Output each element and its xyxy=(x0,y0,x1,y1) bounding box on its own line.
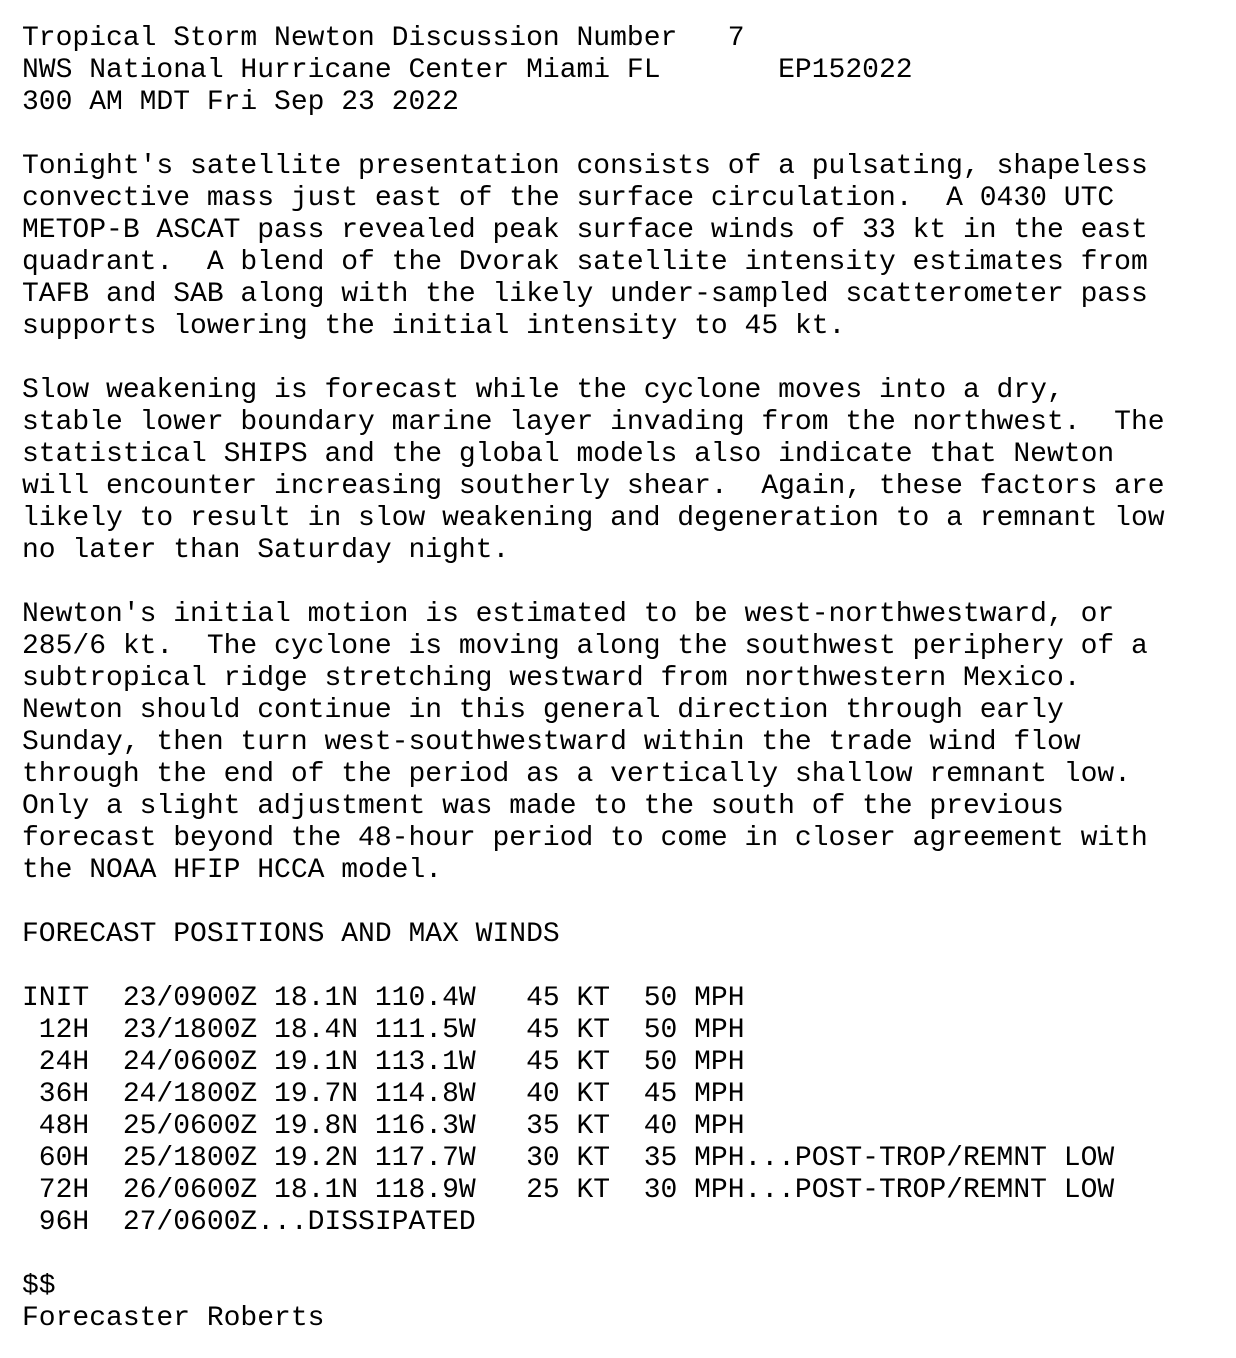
blank-line xyxy=(22,951,1165,983)
paragraph-line: Only a slight adjustment was made to the south of the previous xyxy=(22,791,1064,822)
forecast-row: 12H 23/1800Z 18.4N 111.5W 45 KT 50 MPH xyxy=(22,1015,745,1046)
paragraph-line: the NOAA HFIP HCCA model. xyxy=(22,855,443,886)
forecast-row: INIT 23/0900Z 18.1N 110.4W 45 KT 50 MPH xyxy=(22,983,745,1014)
paragraph-line: quadrant. A blend of the Dvorak satellite intensity estimates from xyxy=(22,247,1148,278)
blank-line xyxy=(22,887,1165,919)
forecaster-signature: Forecaster Roberts xyxy=(22,1303,325,1334)
blank-line xyxy=(22,1239,1165,1271)
paragraph-line: TAFB and SAB along with the likely under-sampled scatterometer pass xyxy=(22,279,1148,310)
forecast-row: 36H 24/1800Z 19.7N 114.8W 40 KT 45 MPH xyxy=(22,1079,745,1110)
forecast-row: 48H 25/0600Z 19.8N 116.3W 35 KT 40 MPH xyxy=(22,1111,745,1142)
paragraph-line: supports lowering the initial intensity to 45 kt. xyxy=(22,311,846,342)
paragraph-line: Tonight's satellite presentation consists of a pulsating, shapeless xyxy=(22,151,1148,182)
discussion-title: Tropical Storm Newton Discussion Number 7 xyxy=(22,23,745,54)
paragraph-line: Sunday, then turn west-southwestward within the trade wind flow xyxy=(22,727,1081,758)
paragraph-line: no later than Saturday night. xyxy=(22,535,510,566)
blank-line xyxy=(22,567,1165,599)
paragraph-line: through the end of the period as a vertically shallow remnant low. xyxy=(22,759,1131,790)
forecast-row: 60H 25/1800Z 19.2N 117.7W 30 KT 35 MPH...POST-TROP/REMNT LOW xyxy=(22,1143,1115,1174)
forecast-row: 24H 24/0600Z 19.1N 113.1W 45 KT 50 MPH xyxy=(22,1047,745,1078)
paragraph-line: forecast beyond the 48-hour period to come in closer agreement with xyxy=(22,823,1148,854)
paragraph-line: statistical SHIPS and the global models also indicate that Newton xyxy=(22,439,1115,470)
paragraph-line: 285/6 kt. The cyclone is moving along the southwest periphery of a xyxy=(22,631,1148,662)
blank-line xyxy=(22,119,1165,151)
paragraph-line: convective mass just east of the surface circulation. A 0430 UTC xyxy=(22,183,1115,214)
forecast-heading: FORECAST POSITIONS AND MAX WINDS xyxy=(22,919,560,950)
issuing-office: NWS National Hurricane Center Miami FL EP152022 xyxy=(22,55,913,86)
paragraph-line: stable lower boundary marine layer invading from the northwest. The xyxy=(22,407,1165,438)
forecast-row: 72H 26/0600Z 18.1N 118.9W 25 KT 30 MPH...POST-TROP/REMNT LOW xyxy=(22,1175,1115,1206)
issue-time: 300 AM MDT Fri Sep 23 2022 xyxy=(22,87,459,118)
paragraph-line: Newton should continue in this general direction through early xyxy=(22,695,1064,726)
paragraph-line: will encounter increasing southerly shear. Again, these factors are xyxy=(22,471,1165,502)
paragraph-line: Slow weakening is forecast while the cyclone moves into a dry, xyxy=(22,375,1064,406)
forecast-row: 96H 27/0600Z...DISSIPATED xyxy=(22,1207,476,1238)
paragraph-line: likely to result in slow weakening and degeneration to a remnant low xyxy=(22,503,1165,534)
paragraph-line: METOP-B ASCAT pass revealed peak surface winds of 33 kt in the east xyxy=(22,215,1148,246)
blank-line xyxy=(22,343,1165,375)
paragraph-line: Newton's initial motion is estimated to be west-northwestward, or xyxy=(22,599,1115,630)
end-marker: $$ xyxy=(22,1271,56,1302)
discussion-text xyxy=(22,23,1165,1335)
paragraph-line: subtropical ridge stretching westward from northwestern Mexico. xyxy=(22,663,1081,694)
